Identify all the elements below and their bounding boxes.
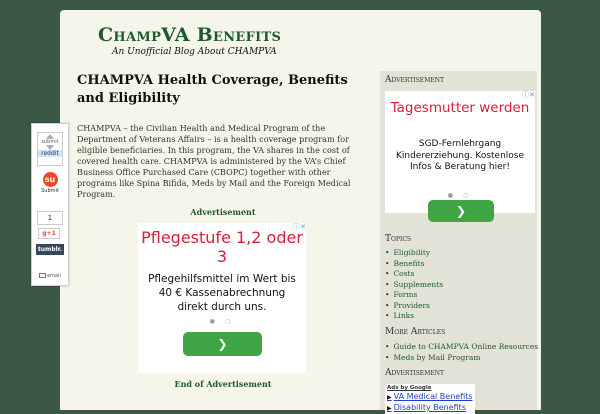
share-count: 1 xyxy=(37,211,63,225)
play-arrow-icon: ▶ xyxy=(387,405,392,412)
topics-list xyxy=(385,248,443,322)
reddit-submit-label: submit xyxy=(41,139,59,145)
topic-link[interactable]: • Costs xyxy=(385,269,443,280)
ad-label: Advertisement xyxy=(190,207,256,217)
ad-choices-icon[interactable]: ⓘ✕ xyxy=(522,91,535,99)
sidebar-ad-banner[interactable] xyxy=(385,91,535,218)
share-bar xyxy=(31,123,69,286)
google-ad-unit xyxy=(385,384,475,414)
stumbleupon-icon: su xyxy=(43,172,58,187)
sidebar-ad2-heading: Advertisement xyxy=(385,368,444,378)
site-title[interactable]: ChampVA Benefits xyxy=(98,24,282,46)
post-title[interactable]: CHAMPVA Health Coverage, Benefits and Eligibility xyxy=(77,73,348,106)
sidebar-ad-dots: ● ○ xyxy=(447,192,473,199)
post-body: CHAMPVA – the Civilian Health and Medical Program of the Department of Veterans Affairs – is a health coverage program for eligible beneficiaries. In this program, the VA shares in the cost of covered health care. CHAMPVA is administered by the VA’s Chief Business Office Purchased Care (CBOPC) together with other programs like Spina Bifida, Meds by Mail and the Foreign Medical Program. xyxy=(77,123,351,199)
chevron-right-icon: ❯ xyxy=(217,337,228,351)
sidebar-ad-heading: Advertisement xyxy=(385,75,444,85)
sidebar-ad-text: SGD-Fernlehrgang Kindererziehung. Kostenlose Infos & Beratung hier! xyxy=(395,139,525,172)
ad-text: Pflegehilfsmittel im Wert bis 40 € Kassenabrechnung direkt durch uns. xyxy=(148,273,296,313)
main-ad-banner[interactable] xyxy=(138,223,306,373)
ads-by-google-label[interactable]: Ads by Google xyxy=(387,385,432,391)
ad-headline[interactable]: Pflegestufe 1,2 oder 3 xyxy=(141,228,303,266)
tumblr-button[interactable]: tumblr. xyxy=(37,246,63,253)
sidebar xyxy=(380,71,537,410)
ad-pagination-dots: ● ○ xyxy=(209,318,235,325)
ad-choices-icon[interactable]: ⓘ✕ xyxy=(293,223,306,231)
google-ad-link[interactable]: ▶ VA Medical Benefits xyxy=(387,392,473,401)
topic-link[interactable]: • Links xyxy=(385,311,443,322)
play-arrow-icon: ▶ xyxy=(387,394,392,401)
google-plus-button[interactable]: g+1 xyxy=(38,228,60,239)
more-articles-heading: More Articles xyxy=(385,327,446,337)
email-share-button[interactable]: email xyxy=(38,272,62,281)
chevron-right-icon: ❯ xyxy=(455,204,467,218)
topics-heading: Topics xyxy=(385,234,412,244)
reddit-button[interactable] xyxy=(37,132,63,166)
stumbleupon-label: Submit xyxy=(41,188,59,194)
end-ad-label: End of Advertisement xyxy=(174,379,272,389)
article-link[interactable]: • Guide to CHAMPVA Online Resources xyxy=(385,342,538,353)
site-tagline: An Unofficial Blog About CHAMPVA xyxy=(112,47,277,57)
topic-link[interactable]: • Benefits xyxy=(385,259,443,270)
ad-go-button[interactable] xyxy=(183,332,262,356)
sidebar-ad-headline[interactable]: Tagesmutter werden xyxy=(390,100,530,116)
topic-link[interactable]: • Eligibility xyxy=(385,248,443,259)
stumbleupon-button[interactable] xyxy=(37,172,63,202)
topic-link[interactable]: • Forms xyxy=(385,290,443,301)
page-container xyxy=(60,10,541,410)
more-articles-list xyxy=(385,342,538,363)
sidebar-ad-go-button[interactable] xyxy=(428,200,494,222)
google-ad-link[interactable]: ▶ Disability Benefits xyxy=(387,403,466,412)
topic-link[interactable]: • Supplements xyxy=(385,280,443,291)
topic-link[interactable]: • Providers xyxy=(385,301,443,312)
article-link[interactable]: • Meds by Mail Program xyxy=(385,353,538,364)
envelope-icon xyxy=(39,273,46,278)
reddit-label: reddit xyxy=(38,150,62,157)
